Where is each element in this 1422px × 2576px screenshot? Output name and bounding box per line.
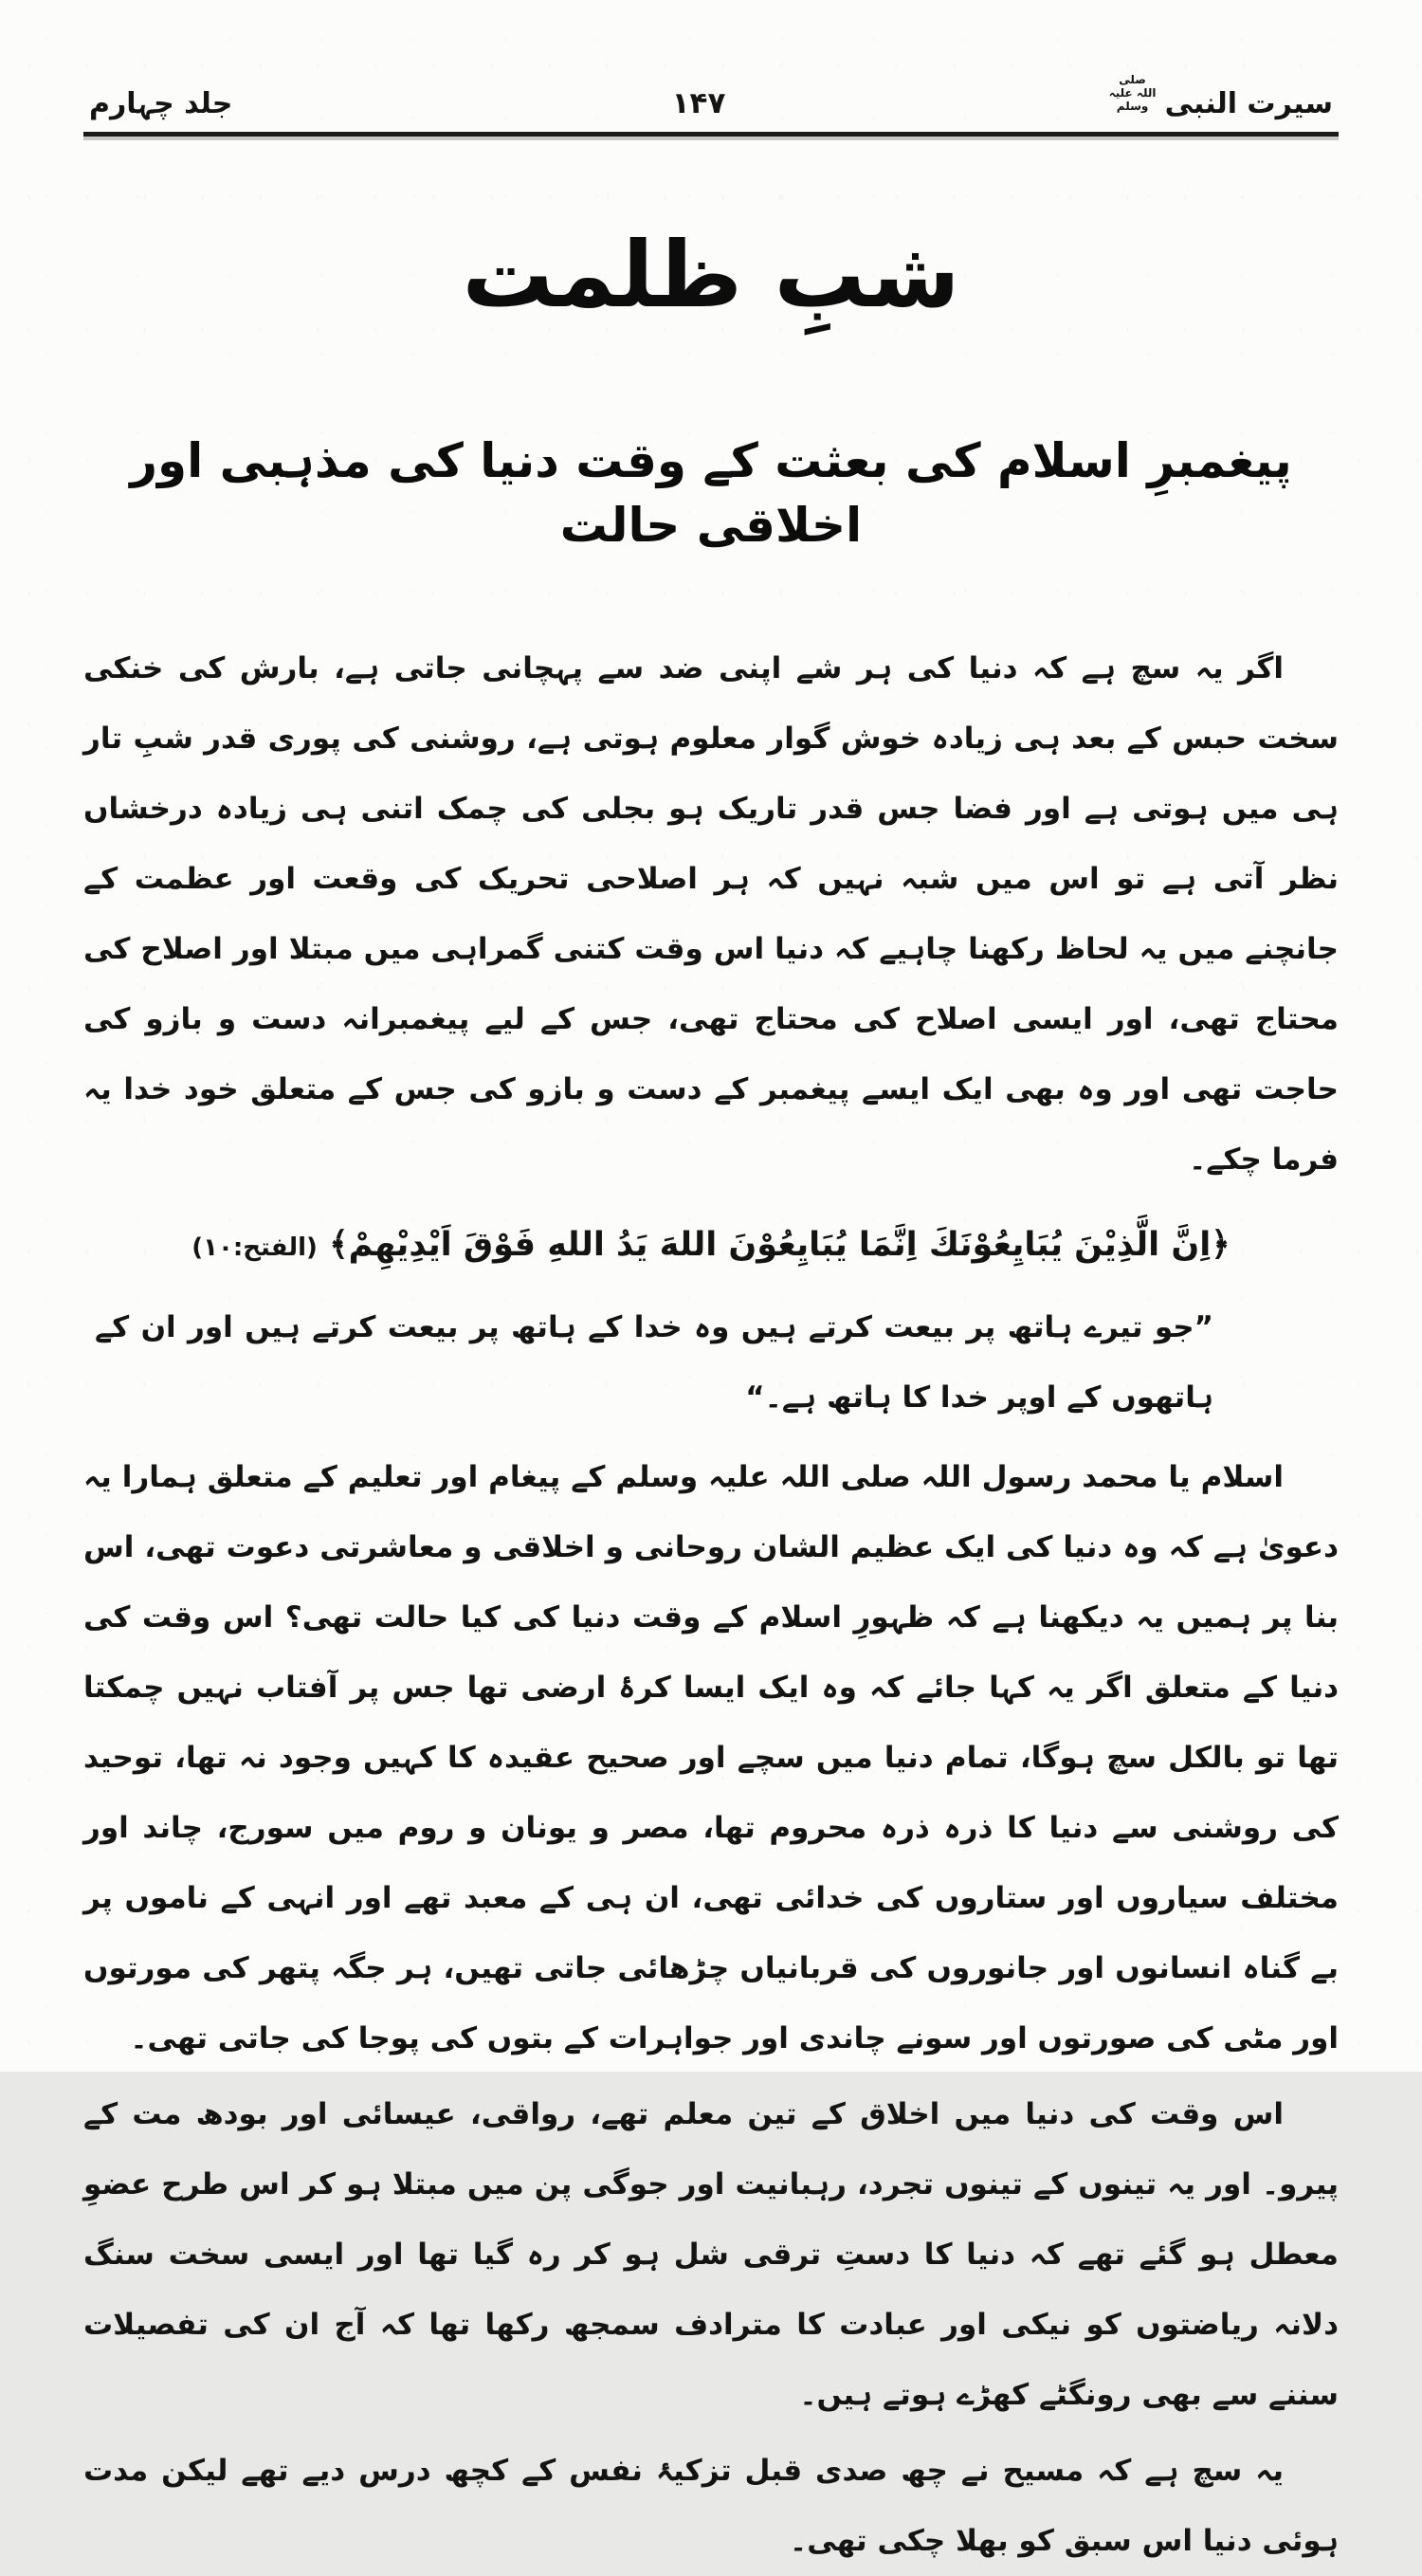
book-title [1108,73,1333,121]
page-number: ۱۴۷ [671,86,726,121]
honorific-mark: صلی اللہ علیہ وسلم [1108,73,1157,113]
verse-translation: ”جو تیرے ہاتھ پر بیعت کرتے ہیں وہ خدا کے ہاتھ پر بیعت کرتے ہیں اور ان کے ہاتھوں کے اوپر خدا کا ہاتھ ہے۔“ [95,1310,1213,1416]
paragraph-2: اسلام یا محمد رسول اللہ صلی اللہ علیہ وسلم کے پیغام اور تعلیم کے متعلق ہمارا یہ دعویٰ ہے کہ وہ دنیا کی ایک عظیم الشان روحانی و اخلاقی و معاشرتی دعوت تھی، اس بنا پر ہمیں یہ دیکھنا ہے کہ ظہورِ اسلام کے وقت دنیا کی کیا حالت تھی؟ اس وقت کی دنیا کے متعلق اگر یہ کہا جائے کہ وہ ایک ایسا کرۂ ارضی تھا جس پر آفتاب نہیں چمکتا تھا تو بالکل سچ ہوگا، تمام دنیا میں سچے اور صحیح عقیدہ کا کہیں وجود نہ تھا، توحید کی روشنی سے دنیا کا ذرہ ذرہ محروم تھا، مصر و یونان و روم میں سورج، چاند اور مختلف سیاروں اور ستاروں کی خدائی تھی، ان ہی کے معبد تھے اور انہی کے ناموں پر بے گناہ انسانوں اور جانوروں کی قربانیاں چڑھائی جاتی تھیں، ہر جگہ پتھر کی مورتوں اور مٹی کی صورتوں اور سونے چاندی اور جواہرات کے بتوں کی پوجا کی جاتی تھی۔ [83,1460,1339,2056]
quran-verse [83,1210,1339,1283]
paragraph-1: اگر یہ سچ ہے کہ دنیا کی ہر شے اپنی ضد سے پہچانی جاتی ہے، بارش کی خنکی سخت حبس کے بعد ہی زیادہ خوش گوار معلوم ہوتی ہے، روشنی کی پوری قدر شبِ تار ہی میں ہوتی ہے اور فضا جس قدر تاریک ہو بجلی کی چمک اتنی ہی زیادہ درخشاں نظر آتی ہے تو اس میں شبہ نہیں کہ ہر اصلاحی تحریک کی وقعت اور عظمت کے جانچنے میں یہ لحاظ رکھنا چاہیے کہ دنیا اس وقت کتنی گمراہی میں مبتلا اور اصلاح کی محتاج تھی، اور ایسی اصلاح کی محتاج تھی، جس کے لیے پیغمبرانہ دست و بازو کی حاجت تھی اور وہ بھی ایک ایسے پیغمبر کے دست و بازو کی جس کے متعلق خود خدا یہ فرما چکے۔ [83,651,1339,1178]
verse-reference: (الفتح:۱۰) [191,1233,318,1263]
paragraph-4: یہ سچ ہے کہ مسیح نے چھ صدی قبل تزکیۂ نفس کے کچھ درس دیے تھے لیکن مدت ہوئی دنیا اس سبق کو بھلا چکی تھی۔ [83,2454,1339,2559]
verse-text: ﴿اِنَّ الَّذِيْنَ يُبَايِعُوْنَكَ اِنَّمَا يُبَايِعُوْنَ اللهَ يَدُ اللهِ فَوْقَ اَيْدِيْهِمْ﴾ [329,1226,1231,1265]
page-header [83,73,1339,132]
chapter-title: شبِ ظلمت [462,222,960,329]
volume-label: جلد چہارم [89,87,233,121]
body-text [83,633,1339,2576]
paragraph-3: اس وقت کی دنیا میں اخلاق کے تین معلم تھے، رواقی، عیسائی اور بودھ مت کے پیرو۔ اور یہ تینوں کے تینوں تجرد، رہبانیت اور جوگی پن میں مبتلا ہو کر اس طرح عضوِ معطل ہو گئے تھے کہ دنیا کا دستِ ترقی شل ہو کر رہ گیا تھا اور ایسی سخت سنگ دلانہ ریاضتوں کو نیکی اور عبادت کا مترادف سمجھ رکھا تھا کہ آج ان کی تفصیلات سننے سے بھی رونگٹے کھڑے ہوتے ہیں۔ [83,2097,1339,2413]
header-rule [83,132,1339,137]
chapter-subtitle: پیغمبرِ اسلام کی بعثت کے وقت دنیا کی مذہبی اور اخلاقی حالت [130,433,1292,553]
book-title-text: سیرت النبی [1164,87,1333,121]
